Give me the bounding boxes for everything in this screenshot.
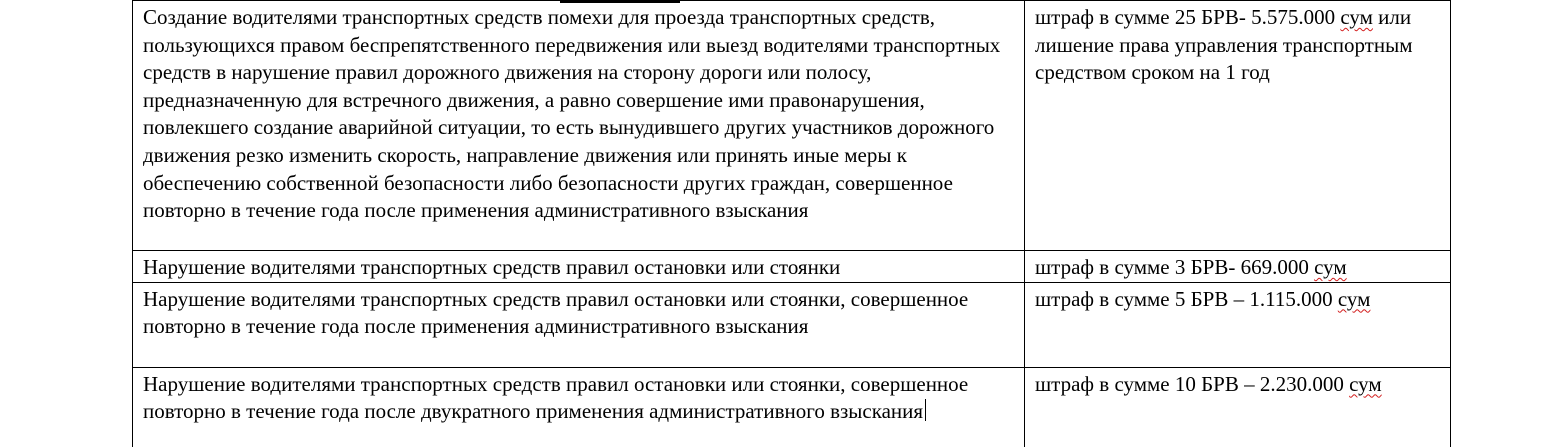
penalty-table-body [133, 1, 1451, 447]
offense-text: Нарушение водителями транспортных средств правил остановки или стоянки [143, 255, 841, 279]
penalty-table [132, 0, 1451, 447]
offense-cell[interactable] [133, 1, 1025, 251]
penalty-unit-spellcheck: сум [1314, 255, 1347, 279]
penalty-text: штраф в сумме 3 БРВ- 669.000 [1035, 255, 1315, 279]
offense-cell[interactable] [133, 282, 1025, 367]
offense-text: Нарушение водителями транспортных средств правил остановки или стоянки, совершенное повторно в течение года после двукратного применения административного взыскания [143, 371, 969, 424]
penalty-cell[interactable] [1025, 1, 1451, 251]
penalty-cell[interactable] [1025, 251, 1451, 283]
penalty-extra-text: или лишение права управления транспортным средством сроком на 1 год [1035, 5, 1413, 85]
table-row [133, 367, 1451, 447]
penalty-unit-spellcheck: сум [1337, 286, 1371, 311]
table-row [133, 282, 1451, 367]
offense-text: Создание водителями транспортных средств помехи для проезда транспортных средств, пользующихся правом беспрепятственного передвижения или выезд водителями транспортных средств в нарушение правил дорожного движения на сторону дороги или полосу, предназначенную для встречного движения, а равно совершение ими правонарушения, повлекшего создание аварийной ситуации, то есть вынудившего других участников дорожного движения резко изменить скорость, направление движения или принять иные меры к обеспечению собственной безопасности либо безопасности других граждан, совершенное повторно в течение года после применения административного взыскания [143, 5, 1001, 223]
offense-cell[interactable] [133, 367, 1025, 447]
text-cursor [925, 399, 926, 421]
penalty-cell[interactable] [1025, 367, 1451, 447]
penalty-text: штраф в сумме 10 БРВ – 2.230.000 [1035, 371, 1350, 396]
penalty-unit-spellcheck: сум [1349, 371, 1382, 396]
penalty-text: штраф в сумме 5 БРВ – 1.115.000 [1035, 286, 1338, 311]
penalty-text: штраф в сумме 25 БРВ- 5.575.000 [1035, 5, 1341, 29]
table-row [133, 1, 1451, 251]
table-row [133, 251, 1451, 283]
offense-text: Нарушение водителями транспортных средств правил остановки или стоянки, совершенное повторно в течение года после применения административного взыскания [143, 286, 969, 339]
penalty-cell[interactable] [1025, 282, 1451, 367]
offense-cell[interactable] [133, 251, 1025, 283]
penalty-unit-spellcheck: сум [1340, 5, 1373, 29]
